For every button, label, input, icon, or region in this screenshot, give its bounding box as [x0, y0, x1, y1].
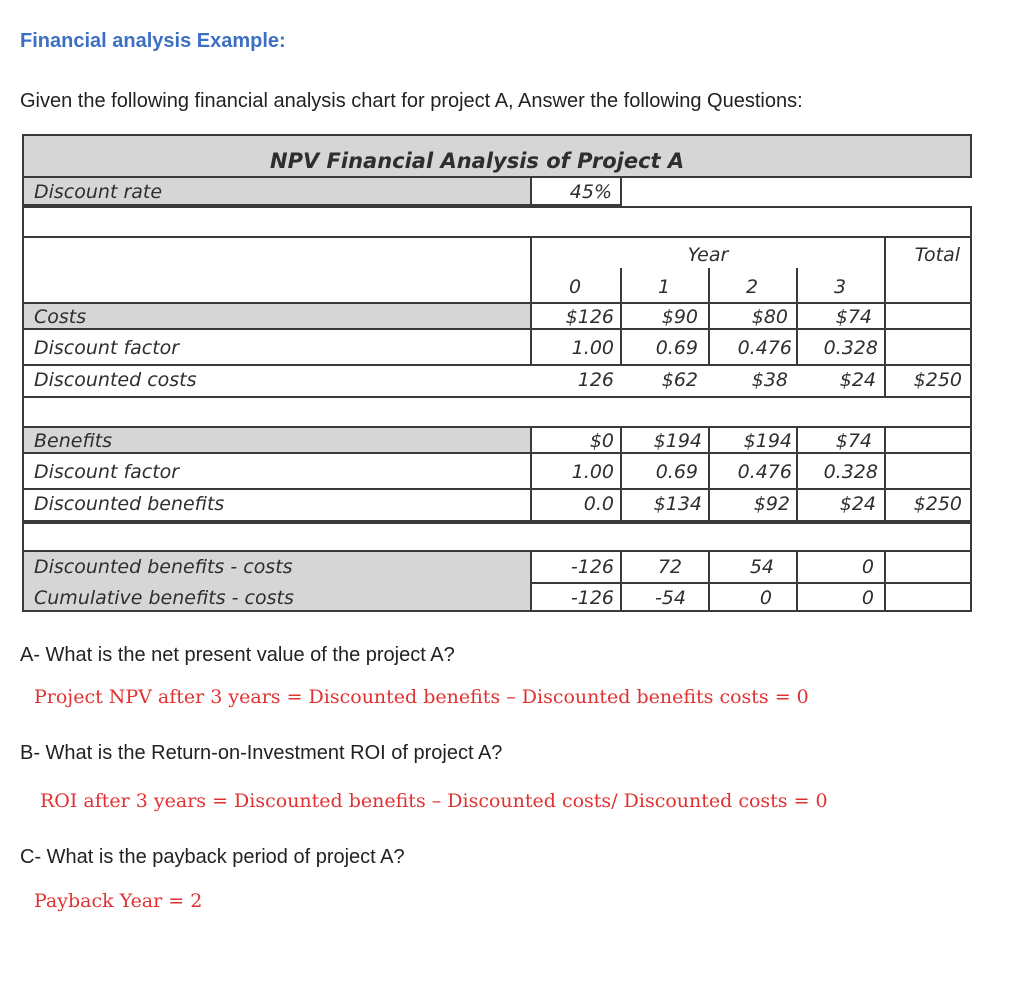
cell-value: 54	[749, 556, 774, 578]
title-block	[22, 134, 972, 206]
total-header: Total	[914, 244, 960, 266]
cell-value: $194	[743, 430, 792, 452]
row-label: Cumulative benefits - costs	[34, 587, 294, 609]
cell-value: $80	[751, 306, 788, 328]
question-c: C- What is the payback period of project A?	[20, 846, 405, 868]
row-label: Discount factor	[34, 461, 180, 483]
year-label: 0	[568, 276, 582, 298]
cell-value: $38	[751, 369, 788, 391]
year-label: 2	[745, 276, 759, 298]
title-underline	[620, 176, 972, 178]
question-a: A- What is the net present value of the project A?	[20, 644, 455, 666]
cell-value: 72	[657, 556, 682, 578]
cell-value: $62	[661, 369, 698, 391]
cell-value: 0.69	[655, 461, 698, 483]
cell-value: 0.328	[823, 337, 878, 359]
cell-value: $24	[839, 369, 876, 391]
cell-value: $74	[835, 430, 872, 452]
cell-value: $24	[839, 493, 876, 515]
cell-value: 0.328	[823, 461, 878, 483]
row-label: Discounted costs	[34, 369, 197, 391]
answer-a: Project NPV after 3 years = Discounted benefits – Discounted benefits costs = 0	[34, 686, 809, 708]
costs-block	[22, 206, 972, 398]
col-divider	[884, 550, 886, 612]
cell-value: -126	[570, 556, 614, 578]
row-label: Discounted benefits - costs	[34, 556, 293, 578]
benefits-rule	[22, 488, 972, 490]
table-title: NPV Financial Analysis of Project A	[270, 149, 685, 173]
npv-table	[22, 134, 972, 612]
benefits-block	[22, 396, 972, 522]
year-label: 3	[833, 276, 847, 298]
cell-value: 0	[861, 587, 874, 609]
cell-value: -126	[570, 587, 614, 609]
summary-block	[22, 522, 972, 612]
cell-value: $74	[835, 306, 872, 328]
answer-b: ROI after 3 years = Discounted benefits – Discounted costs/ Discounted costs = 0	[40, 790, 828, 812]
intro-text: Given the following financial analysis chart for project A, Answer the following Questions:	[20, 90, 803, 112]
discount-rate-value: 45%	[569, 181, 612, 203]
cell-value: $90	[661, 306, 698, 328]
cell-value: 0.69	[655, 337, 698, 359]
year-label: 1	[657, 276, 671, 298]
answer-c: Payback Year = 2	[34, 890, 203, 912]
discount-rate-label: Discount rate	[34, 181, 163, 203]
year-header: Year	[687, 244, 729, 266]
cell-value: $92	[753, 493, 790, 515]
cell-value: 0.476	[737, 461, 792, 483]
costs-rule	[22, 236, 972, 238]
row-label: Benefits	[34, 430, 113, 452]
question-b: B- What is the Return-on-Investment ROI of project A?	[20, 742, 503, 764]
cell-value: 1.00	[571, 337, 614, 359]
costs-rule	[22, 364, 972, 366]
costs-label-shade	[22, 302, 532, 330]
cell-value: 126	[577, 369, 614, 391]
row-label: Discounted benefits	[34, 493, 225, 515]
cell-value: $134	[653, 493, 702, 515]
total-value: $250	[913, 493, 962, 515]
cell-value: 0	[759, 587, 772, 609]
total-value: $250	[913, 369, 962, 391]
cell-value: $0	[589, 430, 614, 452]
cell-value: 0.476	[737, 337, 792, 359]
row-label: Discount factor	[34, 337, 180, 359]
cell-value: $126	[565, 306, 614, 328]
cell-value: -54	[654, 587, 686, 609]
cell-value: 0	[861, 556, 874, 578]
cell-value: $194	[653, 430, 702, 452]
page-heading: Financial analysis Example:	[20, 30, 286, 52]
cell-value: 1.00	[571, 461, 614, 483]
row-label: Costs	[34, 306, 87, 328]
cell-value: 0.0	[583, 493, 614, 515]
